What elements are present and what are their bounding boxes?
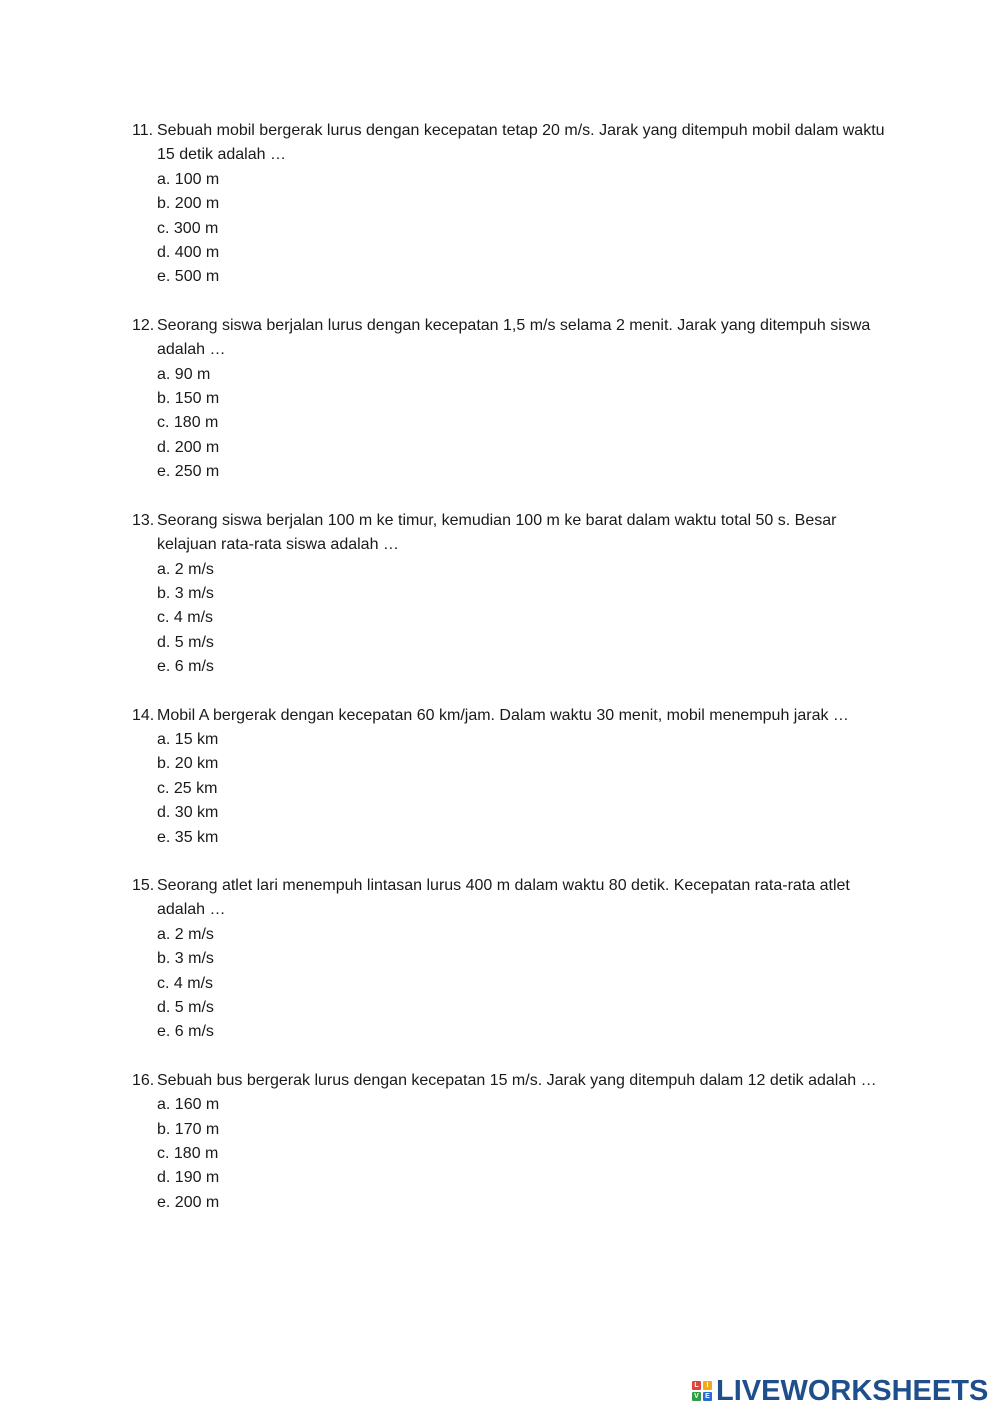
option-d: d. 190 m — [157, 1169, 220, 1187]
question-text: Sebuah mobil bergerak lurus dengan kecepatan tetap 20 m/s. Jarak yang ditempuh mobil dalam waktu 15 detik adalah … — [157, 122, 885, 164]
option-b: b. 3 m/s — [157, 950, 214, 968]
option-list — [132, 558, 892, 680]
question-text: Seorang siswa berjalan 100 m ke timur, kemudian 100 m ke barat dalam waktu total 50 s. Besar kelajuan rata-rata siswa adalah … — [157, 511, 837, 554]
question-text: Seorang siswa berjalan lurus dengan kecepatan 1,5 m/s selama 2 menit. Jarak yang ditempuh siswa adalah … — [157, 316, 871, 359]
logo-letter-v: V — [692, 1392, 701, 1401]
option-d: d. 200 m — [157, 438, 220, 456]
question-list — [132, 119, 892, 1239]
option-d: d. 5 m/s — [157, 999, 214, 1016]
logo-letter-e: E — [703, 1392, 712, 1401]
option-e: e. 200 m — [157, 1193, 220, 1211]
option-e: e. 35 km — [157, 828, 219, 846]
option-a: a. 2 m/s — [157, 925, 214, 943]
logo-icon — [692, 1381, 712, 1401]
option-list — [132, 1093, 892, 1215]
option-c: c. 4 m/s — [157, 609, 214, 627]
question-number: 12. — [132, 316, 155, 334]
option-list — [132, 728, 892, 850]
option-b: b. 200 m — [157, 195, 220, 213]
option-b: b. 3 m/s — [157, 584, 214, 602]
option-b: b. 150 m — [157, 390, 220, 408]
question-number: 14. — [132, 706, 155, 724]
option-c: c. 300 m — [157, 219, 219, 237]
option-a: a. 2 m/s — [157, 560, 214, 578]
option-list — [132, 168, 892, 290]
option-list — [132, 923, 892, 1045]
option-c: c. 4 m/s — [157, 974, 214, 992]
liveworksheets-logo — [692, 1374, 988, 1408]
question-number: 16. — [132, 1071, 155, 1089]
option-e: e. 500 m — [157, 268, 220, 286]
question-11 — [132, 119, 892, 290]
logo-letter-l: L — [692, 1381, 701, 1390]
option-e: e. 6 m/s — [157, 658, 214, 676]
question-text: Seorang atlet lari menempuh lintasan lurus 400 m dalam waktu 80 detik. Kecepatan rata-rata atlet adalah … — [157, 876, 850, 919]
question-text: Mobil A bergerak dengan kecepatan 60 km/jam. Dalam waktu 30 menit, mobil menempuh jarak … — [157, 706, 849, 724]
option-d: d. 5 m/s — [157, 633, 214, 651]
option-e: e. 250 m — [157, 463, 220, 481]
option-c: c. 25 km — [157, 779, 218, 797]
question-16 — [132, 1069, 892, 1215]
question-13 — [132, 509, 892, 680]
option-a: a. 100 m — [157, 170, 220, 188]
option-b: b. 170 m — [157, 1120, 220, 1138]
question-number: 11. — [132, 122, 154, 139]
option-list — [132, 363, 892, 485]
question-15 — [132, 874, 892, 1045]
logo-text: LIVEWORKSHEETS — [716, 1374, 989, 1407]
question-number: 13. — [132, 511, 155, 529]
option-e: e. 6 m/s — [157, 1023, 214, 1041]
question-14 — [132, 704, 892, 850]
option-b: b. 20 km — [157, 755, 219, 773]
question-12 — [132, 314, 892, 485]
option-a: a. 15 km — [157, 730, 219, 748]
option-c: c. 180 m — [157, 414, 219, 432]
question-number: 15. — [132, 876, 155, 894]
option-d: d. 400 m — [157, 244, 220, 262]
option-d: d. 30 km — [157, 804, 219, 822]
question-text: Sebuah bus bergerak lurus dengan kecepatan 15 m/s. Jarak yang ditempuh dalam 12 detik adalah … — [157, 1071, 877, 1089]
option-a: a. 90 m — [157, 365, 211, 383]
option-a: a. 160 m — [157, 1096, 220, 1114]
option-c: c. 180 m — [157, 1145, 219, 1163]
logo-letter-i: I — [703, 1381, 712, 1390]
